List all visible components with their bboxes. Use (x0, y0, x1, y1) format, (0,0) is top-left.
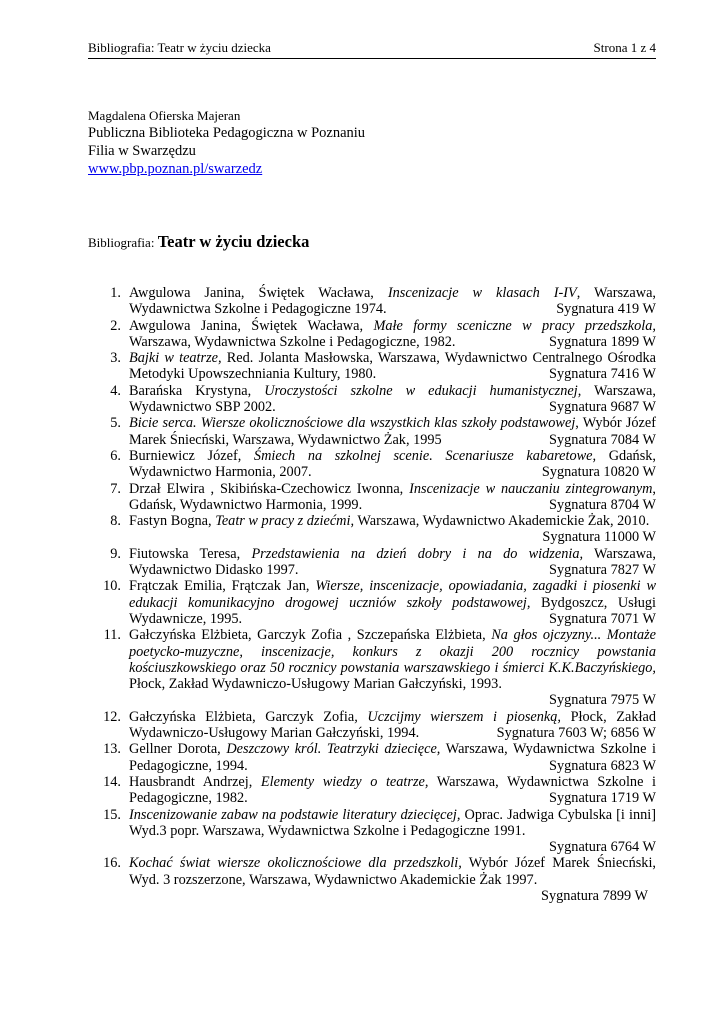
signature: Sygnatura 9687 W (549, 399, 656, 416)
list-item: 8. Fastyn Bogna, Teatr w pracy z dziećmi, Warszawa, Wydawnictwo Akademickie Żak, 2010. Sygnatura 11000 W (110, 513, 656, 546)
list-item: 13. Gellner Dorota, Deszczowy król. Teatrzyki dziecięce, Warszawa, Wydawnictwa Szkolne i Pedagogiczne, 1994. Sygnatura 6823 W (103, 741, 657, 774)
signature: Sygnatura 7899 W (541, 887, 648, 904)
signature: Sygnatura 419 W (556, 301, 656, 318)
bibliography-label: Bibliografia: (88, 235, 155, 250)
list-item: 1. Awgulowa Janina, Świętek Wacława, Inscenizacje w klasach I-IV, Warszawa, Wydawnictwa Szkolne i Pedagogiczne 1974. Sygnatura 419 W (110, 285, 656, 318)
signature: Sygnatura 10820 W (541, 464, 656, 481)
signature: Sygnatura 7603 W; 6856 W (496, 725, 656, 742)
signature: Sygnatura 7975 W (549, 692, 656, 709)
list-item: 7. Drzał Elwira , Skibińska-Czechowicz Iwonna, Inscenizacje w nauczaniu zintegrowanym, Gdańsk, Wydawnictwo Harmonia, 1999. Sygnatura 8704 W (110, 480, 656, 513)
page-header (88, 40, 656, 59)
signature: Sygnatura 7827 W (549, 562, 656, 579)
signature: Sygnatura 7416 W (549, 366, 656, 383)
list-item: 16. Kochać świat wiersze okolicznościowe dla przedszkoli, Wybór Józef Marek Śniecński, Wyd. 3 rozszerzone, Warszawa, Wydawnictwo Akademickie Żak 1997. Sygnatura 7899 W (103, 855, 657, 904)
list-item: 4. Barańska Krystyna, Uroczystości szkolne w edukacji humanistycznej, Warszawa, Wydawnictwo SBP 2002. Sygnatura 9687 W (110, 382, 656, 416)
signature: Sygnatura 7084 W (549, 431, 656, 448)
author-block (88, 108, 656, 178)
page-title: Teatr w życiu dziecka (157, 232, 310, 251)
list-item: 5. Bicie serca. Wiersze okolicznościowe dla wszystkich klas szkoły podstawowej, Wybór Józef Marek Śniecński, Warszawa, Wydawnictwo Żak, 1995 Sygnatura 7084 W (110, 415, 656, 448)
page-number: Strona 1 z 4 (593, 40, 656, 55)
signature: Sygnatura 6764 W (549, 839, 656, 856)
list-item: 2. Awgulowa Janina, Świętek Wacława, Małe formy sceniczne w pracy przedszkola, Warszawa, Wydawnictwa Szkolne i Pedagogiczne, 1982. Sygnatura 1899 W (110, 317, 656, 350)
branch-name: Filia w Swarzędzu (88, 143, 196, 159)
bibliography-list (88, 285, 656, 904)
library-name: Publiczna Biblioteka Pedagogiczna w Poznaniu (88, 125, 366, 141)
list-item: 15. Inscenizowanie zabaw na podstawie literatury dziecięcej, Oprac. Jadwiga Cybulska [i inni] Wyd.3 popr. Warszawa, Wydawnictwa Szkolne i Pedagogiczne 1991. Sygnatura 6764 W (103, 806, 656, 856)
header-title: Bibliografia: Teatr w życiu dziecka (88, 40, 271, 55)
signature: Sygnatura 8704 W (549, 496, 656, 513)
signature: Sygnatura 7071 W (549, 610, 656, 627)
signature: Sygnatura 11000 W (542, 529, 656, 546)
list-item: 9. Fiutowska Teresa, Przedstawienia na dzień dobry i na do widzenia, Warszawa, Wydawnictwo Didasko 1997. Sygnatura 7827 W (110, 545, 656, 579)
list-item: 14. Hausbrandt Andrzej, Elementy wiedzy o teatrze, Warszawa, Wydawnictwa Szkolne i Pedagogiczne, 1982. Sygnatura 1719 W (103, 773, 656, 807)
bibliography-title (88, 232, 656, 253)
list-item: 3. Bajki w teatrze, Red. Jolanta Masłowska, Warszawa, Wydawnictwo Centralnego Ośrodka Metodyki Upowszechniania Kultury, 1980. Sygnatura 7416 W (110, 350, 656, 383)
library-link[interactable]: www.pbp.poznan.pl/swarzedz (88, 161, 263, 177)
signature: Sygnatura 1899 W (549, 333, 656, 350)
list-item: 10. Frątczak Emilia, Frątczak Jan, Wiersze, inscenizacje, opowiadania, zagadki i piosenki w edukacji komunikacyjno drogowej uczniów szkoły podstawowej, Bydgoszcz, Usługi Wydawnicze, 1995. Sygnatura 7071 W (103, 578, 656, 627)
list-item: 12. Gałczyńska Elżbieta, Garczyk Zofia, Uczcijmy wierszem i piosenką, Płock, Zakład Wydawniczo-Usługowy Marian Gałczyński, 1994. Sygnatura 7603 W; 6856 W (103, 708, 657, 742)
signature: Sygnatura 1719 W (549, 790, 656, 807)
list-item: 11. Gałczyńska Elżbieta, Garczyk Zofia , Szczepańska Elżbieta, Na głos ojczyzny... Montaże poetycko-muzyczne, inscenizacje, konkurs z okazji 200 rocznicy powstania kościuszkowskiego oraz 50 rocznicy powstania warszawskiego i śmierci K.K.Baczyńskiego, Płock, Zakład Wydawniczo-Usługowy Marian Gałczyński, 1993. Sygnatura 7975 W (103, 627, 657, 709)
list-item: 6. Burniewicz Józef, Śmiech na szkolnej scenie. Scenariusze kabaretowe, Gdańsk, Wydawnictwo Harmonia, 2007. Sygnatura 10820 W (110, 447, 656, 481)
author-name: Magdalena Ofierska Majeran (88, 108, 241, 123)
signature: Sygnatura 6823 W (549, 757, 656, 774)
